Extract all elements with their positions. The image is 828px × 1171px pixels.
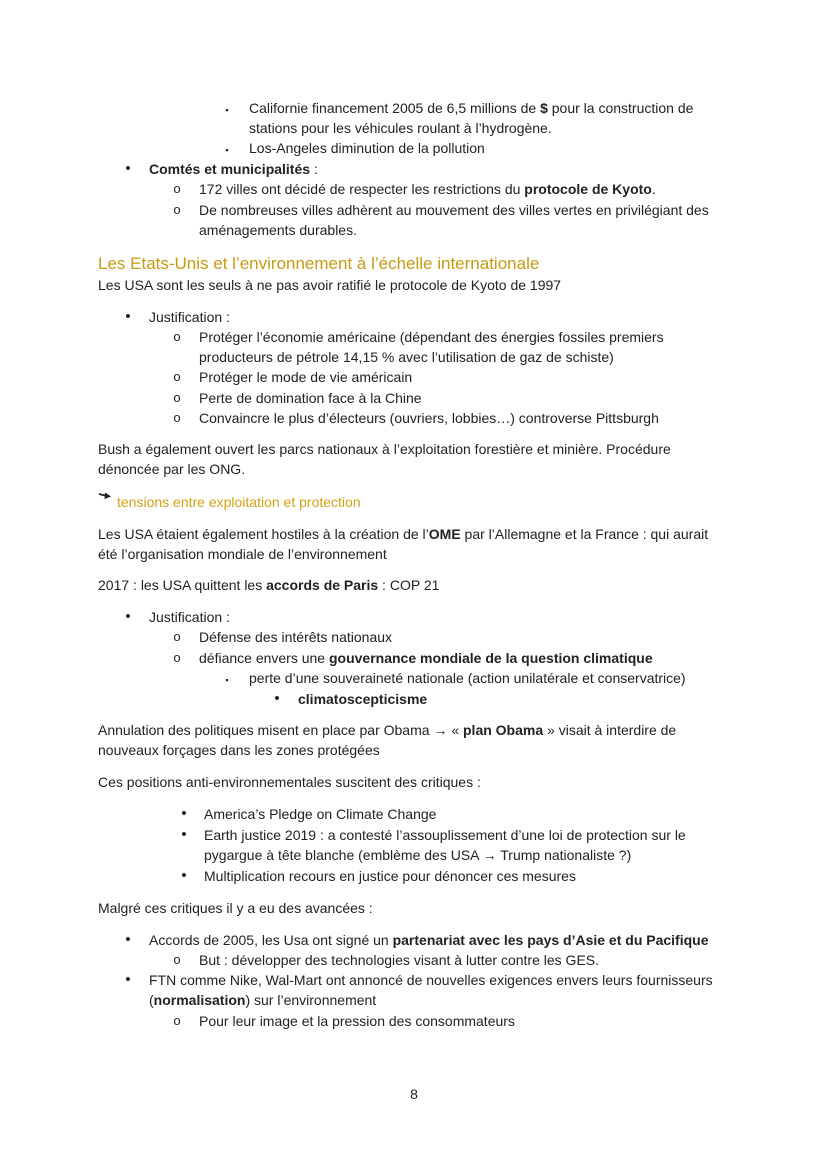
text-line: (normalisation) sur l’environnement	[149, 992, 377, 1008]
text-line: Justification :	[149, 609, 230, 625]
circle-bullet-icon: o	[173, 410, 181, 425]
circle-bullet-icon: o	[173, 390, 181, 405]
section-heading: Les Etats-Unis et l’environnement à l’échelle internationale	[98, 254, 540, 273]
text-line: Los-Angeles diminution de la pollution	[249, 140, 485, 156]
square-bullet-icon: ▪	[225, 105, 229, 115]
text-line: FTN comme Nike, Wal-Mart ont annoncé de nouvelles exigences envers leurs fournisseurs	[149, 972, 713, 988]
circle-bullet-icon: o	[173, 369, 181, 384]
round-bullet-icon: •	[125, 308, 131, 325]
arrow-right-icon	[98, 491, 112, 501]
text-line: été l’organisation mondiale de l’environnement	[98, 546, 387, 562]
text-line: But : développer des technologies visant à lutter contre les GES.	[199, 952, 600, 968]
text-line: 2017 : les USA quittent les accords de Paris : COP 21	[98, 577, 440, 593]
round-bullet-icon: •	[181, 826, 187, 843]
text-line: Accords de 2005, les Usa ont signé un partenariat avec les pays d’Asie et du Pacifique	[149, 932, 709, 948]
text-line: stations pour les véhicules roulant à l’hydrogène.	[249, 120, 552, 136]
circle-bullet-icon: o	[173, 952, 181, 967]
round-bullet-icon: •	[125, 931, 131, 948]
text-line: Les USA étaient également hostiles à la création de l’OME par l’Allemagne et la France : qui aurait	[98, 526, 709, 542]
text-line: producteurs de pétrole 14,15 % avec l’utilisation de gaz de schiste)	[199, 349, 614, 365]
text-line: nouveaux forçages dans les zones protégées	[98, 742, 380, 758]
round-bullet-icon: •	[274, 690, 280, 707]
text-line: défiance envers une gouvernance mondiale de la question climatique	[199, 650, 653, 666]
square-bullet-icon: ▪	[225, 145, 229, 155]
round-bullet-icon: •	[125, 160, 131, 177]
text-line: Earth justice 2019 : a contesté l’assouplissement d’une loi de protection sur le	[204, 827, 686, 843]
text-line: De nombreuses villes adhèrent au mouvement des villes vertes en privilégiant des	[199, 202, 709, 218]
text-line: Comtés et municipalités :	[149, 161, 318, 177]
text-line: Protéger l’économie américaine (dépendant des énergies fossiles premiers	[199, 329, 664, 345]
page-number: 8	[410, 1086, 418, 1102]
text-line: Multiplication recours en justice pour dénoncer ces mesures	[204, 868, 576, 884]
text-line: perte d’une souveraineté nationale (action unilatérale et conservatrice)	[249, 670, 686, 686]
text-line: Perte de domination face à la Chine	[199, 390, 422, 406]
text-line: Bush a également ouvert les parcs nationaux à l’exploitation forestière et minière. Procédure	[98, 441, 671, 457]
text-line: Annulation des politiques misent en place par Obama → « plan Obama » visait à interdire de	[98, 722, 677, 738]
text-line: Les USA sont les seuls à ne pas avoir ratifié le protocole de Kyoto de 1997	[98, 277, 562, 293]
text-line: Pour leur image et la pression des consommateurs	[199, 1013, 515, 1029]
text-line: Convaincre le plus d’électeurs (ouvriers, lobbies…) controverse Pittsburgh	[199, 410, 659, 426]
round-bullet-icon: •	[181, 805, 187, 822]
text-line: Ces positions anti-environnementales suscitent des critiques :	[98, 774, 481, 790]
circle-bullet-icon: o	[173, 650, 181, 665]
text-line: dénoncée par les ONG.	[98, 461, 246, 477]
square-bullet-icon: ▪	[225, 675, 229, 685]
text-line: America’s Pledge on Climate Change	[204, 806, 437, 822]
circle-bullet-icon: o	[173, 629, 181, 644]
text-line: pygargue à tête blanche (emblème des USA → Trump nationaliste ?)	[204, 847, 632, 863]
circle-bullet-icon: o	[173, 329, 181, 344]
circle-bullet-icon: o	[173, 181, 181, 196]
text-line: aménagements durables.	[199, 222, 357, 238]
text-line: Californie financement 2005 de 6,5 millions de $ pour la construction de	[249, 100, 694, 116]
tensions-line: tensions entre exploitation et protection	[117, 494, 361, 510]
text-line: Malgré ces critiques il y a eu des avancées :	[98, 900, 373, 916]
text-line: 172 villes ont décidé de respecter les restrictions du protocole de Kyoto.	[199, 181, 656, 197]
text-line: Protéger le mode de vie américain	[199, 369, 413, 385]
text-line: climatoscepticisme	[298, 691, 428, 707]
round-bullet-icon: •	[125, 971, 131, 988]
text-line: Défense des intérêts nationaux	[199, 629, 393, 645]
text-line: Justification :	[149, 309, 230, 325]
round-bullet-icon: •	[125, 608, 131, 625]
round-bullet-icon: •	[181, 867, 187, 884]
circle-bullet-icon: o	[173, 1013, 181, 1028]
circle-bullet-icon: o	[173, 202, 181, 217]
